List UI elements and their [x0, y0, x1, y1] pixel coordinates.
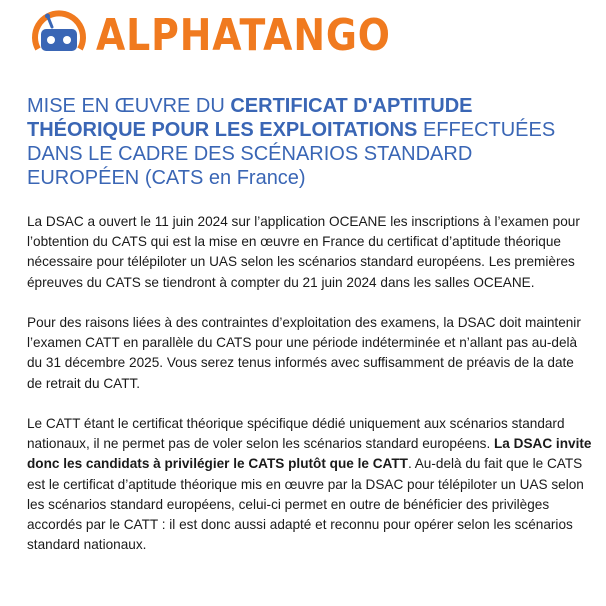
title-part-2: CERTIFICAT D'APTITUDE THÉORIQUE POUR LES EXPLOITATIONS	[27, 95, 473, 141]
article-body	[27, 212, 592, 576]
paragraph-1: La DSAC a ouvert le 11 juin 2024 sur l’application OCEANE les inscriptions à l’examen pour l’obtention du CATS qui est la mise en œuvre en France du certificat d’aptitude théorique nécessaire pour télépiloter un UAS selon les scénarios standard européens. Les premières épreuves du CATS se tiendront à compter du 21 juin 2024 dans les salles OCEANE.	[27, 214, 580, 290]
title-part-1: MISE EN ŒUVRE DU	[27, 95, 231, 117]
brand-logo[interactable]	[28, 4, 439, 68]
paragraph-3-emphasis: La DSAC invite donc les candidats à privilégier le CATS plutôt que le CATT	[27, 436, 592, 472]
paragraph-3-end: . Au-delà du fait que le CATS est le certificat d’aptitude théorique mis en œuvre par la DSAC pour télépiloter un UAS selon les scénarios standard européens, celui-ci permet en outre de bénéficier des privilèges accordés par le CATT : il est donc aussi adapté et reconnu pour opérer selon les scénarios standard nationaux.	[27, 456, 584, 553]
paragraph-3	[27, 414, 592, 555]
drone-controller-icon	[28, 5, 90, 67]
title-part-3: EFFECTUÉES DANS LE CADRE DES SCÉNARIOS STANDARD EUROPÉEN	[27, 119, 556, 189]
paragraph-2: Pour des raisons liées à des contraintes d’exploitation des examens, la DSAC doit maintenir l’examen CATT en parallèle du CATS pour une période indéterminée et n’allant pas au-delà du 31 décembre 2025. Vous serez tenus informés avec suffisamment de préavis de la date de retrait du CATT.	[27, 315, 581, 391]
title-part-4: (CATS en France)	[144, 167, 306, 189]
page-title	[27, 94, 587, 190]
paragraph-3-start: Le CATT étant le certificat théorique spécifique dédié uniquement aux scénarios standard nationaux, il ne permet pas de voler selon les scénarios standard européens.	[27, 416, 565, 452]
brand-name: ALPHATANGO	[96, 10, 391, 61]
